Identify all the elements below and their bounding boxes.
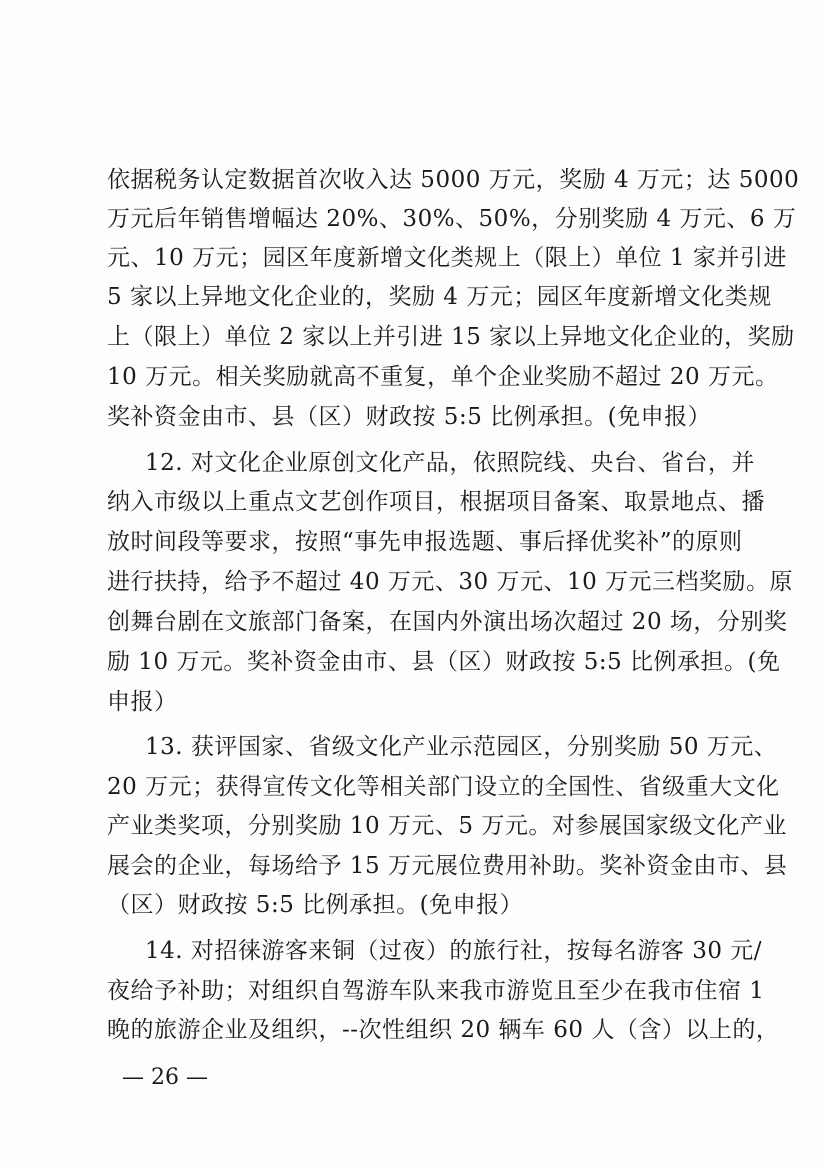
text-line: 进行扶持，给予不超过 40 万元、30 万元、10 万元三档奖励。原 bbox=[107, 569, 794, 595]
text-line: 奖补资金由市、县（区）财政按 5:5 比例承担。(免申报） bbox=[107, 404, 712, 430]
text-line: 展会的企业，每场给予 15 万元展位费用补助。奖补资金由市、县 bbox=[107, 853, 788, 879]
text-line: 夜给予补助；对组织自驾游车队来我市游览且至少在我市住宿 1 bbox=[107, 978, 765, 1004]
text-line: 励 10 万元。奖补资金由市、县（区）财政按 5:5 比例承担。(免 bbox=[107, 649, 781, 675]
page-number: — 26 — bbox=[122, 1065, 208, 1090]
text-line: 元、10 万元；园区年度新增文化类规上（限上）单位 1 家并引进 bbox=[107, 245, 787, 271]
text-line: 5 家以上异地文化企业的，奖励 4 万元；园区年度新增文化类规 bbox=[107, 284, 772, 310]
text-line: 上（限上）单位 2 家以上并引进 15 家以上异地文化企业的，奖励 bbox=[107, 324, 795, 350]
text-line: 万元后年销售增幅达 20%、30%、50%，分别奖励 4 万元、6 万 bbox=[107, 206, 797, 232]
text-line: 产业类奖项，分别奖励 10 万元、5 万元。对参展国家级文化产业 bbox=[107, 813, 787, 839]
text-line: 晚的旅游企业及组织，--次性组织 20 辆车 60 人（含）以上的， bbox=[107, 1017, 780, 1043]
text-line: 依据税务认定数据首次收入达 5000 万元，奖励 4 万元；达 5000 bbox=[107, 167, 800, 193]
paragraph-14-first-line: 14. 对招徕游客来铜（过夜）的旅行社，按每名游客 30 元/ bbox=[145, 938, 763, 964]
text-line: 10 万元。相关奖励就高不重复，单个企业奖励不超过 20 万元。 bbox=[107, 364, 779, 390]
text-line: （区）财政按 5:5 比例承担。(免申报） bbox=[107, 892, 524, 918]
text-line: 纳入市级以上重点文艺创作项目，根据项目备案、取景地点、播 bbox=[107, 489, 765, 515]
text-line: 放时间段等要求，按照“事先申报选题、事后择优奖补”的原则 bbox=[107, 529, 743, 555]
paragraph-13-first-line: 13. 获评国家、省级文化产业示范园区，分别奖励 50 万元、 bbox=[145, 734, 778, 760]
text-line: 创舞台剧在文旅部门备案，在国内外演出场次超过 20 场，分别奖 bbox=[107, 609, 788, 635]
paragraph-12-first-line: 12. 对文化企业原创文化产品，依照院线、央台、省台，并 bbox=[145, 450, 755, 476]
text-line: 申报） bbox=[107, 689, 178, 715]
text-line: 20 万元；获得宣传文化等相关部门设立的全国性、省级重大文化 bbox=[107, 774, 780, 800]
